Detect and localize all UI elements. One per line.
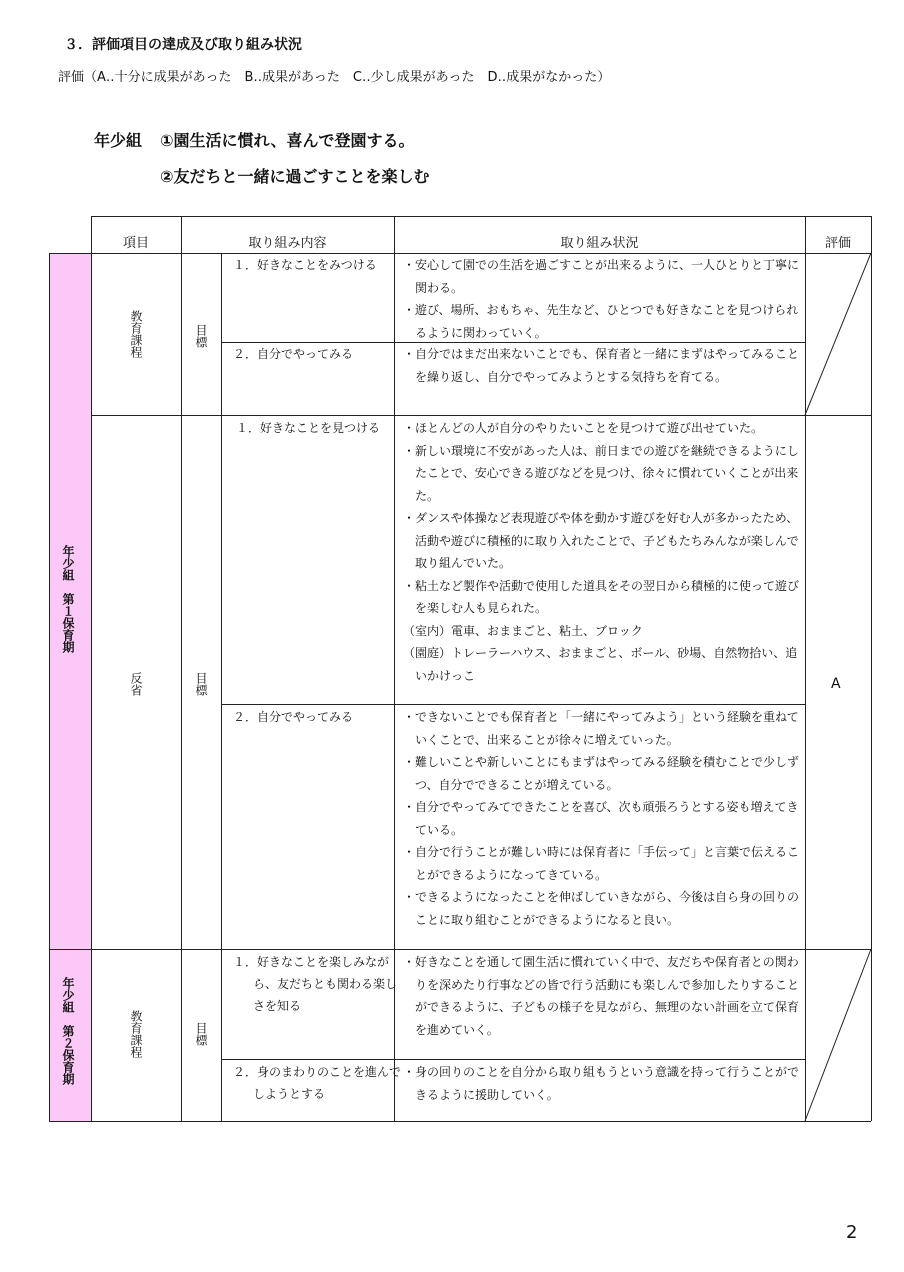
term2-label: 年少組 第２保育期 (61, 977, 75, 1085)
status-item: ・安心して園での生活を過ごすことが出来るように、一人ひとりと丁寧に関わる。 (403, 258, 800, 295)
term2-curriculum-status-1 (403, 951, 799, 1041)
term1-reflection-sub: 目標 (194, 672, 208, 696)
term1-curriculum-rating-blank (805, 253, 871, 415)
status-item: ・遊び、場所、おもちゃ、先生など、ひとつでも好きなことを見つけられるように関わっていく。 (403, 303, 799, 340)
status-item: ・難しいことや新しいことにもまずはやってみる経験を積むことで少しずつ、自分でできることが増えている。 (403, 755, 800, 792)
status-item: ・できるようになったことを伸ばしていきながら、今後は自ら身の回りのことに取り組むことができるようになると良い。 (403, 890, 800, 927)
term1-label: 年少組 第１保育期 (61, 545, 75, 653)
status-item: ・身の回りのことを自分から取り組もうという意識を持って行うことができるように援助していく。 (403, 1065, 800, 1102)
term1-curriculum-status-2 (403, 343, 799, 388)
term1-reflection-rating: A (831, 676, 841, 692)
goal-1: ①園生活に慣れ、喜んで登園する。 (160, 131, 415, 150)
status-item: ・好きなことを通して園生活に慣れていく中で、友だちや保育者との関わりを深めたり行事などの皆で行う活動にも楽しんで参加したりすることができるように、子どもの様子を見ながら、無理のない計画を立て保育を進めていく。 (403, 955, 800, 1037)
page-number: 2 (846, 1222, 858, 1243)
status-item: （室内）電車、おままごと、粘土、ブロック (403, 623, 643, 638)
status-item: （園庭）トレーラーハウス、おままごと、ボール、砂場、自然物拾い、追いかけっこ (403, 646, 798, 683)
status-item: ・自分で行うことが難しい時には保育者に「手伝って」と言葉で伝えることができるようになってきている。 (403, 845, 800, 882)
term1-reflection-content-1: １．好きなことを見つける (236, 421, 381, 435)
term2-curriculum-rating-blank (805, 949, 871, 1121)
term2-curriculum-content-1: １．好きなことを楽しみながら、友だちとも関わる楽しさを知る (233, 955, 398, 1013)
term1-reflection-status-1 (403, 417, 799, 687)
term2-curriculum-status-2 (403, 1061, 799, 1106)
term1-reflection-content-2: ２．自分でやってみる (233, 710, 354, 724)
status-item: ・できないことでも保育者と「一緒にやってみよう」という経験を重ねていくことで、出来ることが徐々に増えていった。 (403, 710, 799, 747)
term1-curriculum-content-1: １．好きなことをみつける (233, 258, 377, 272)
header-rating: 評価 (824, 236, 851, 251)
evaluation-legend: 評価（A‥十分に成果があった B‥成果があった C‥少し成果があった D‥成果がなかった） (58, 70, 611, 85)
term1-reflection-category: 反省 (129, 672, 143, 696)
status-item: ・粘土など製作や活動で使用した道具をその翌日から積極的に使って遊びを楽しむ人も見られた。 (403, 578, 800, 615)
term2-curriculum-sub: 目標 (194, 1022, 208, 1046)
header-item: 項目 (122, 236, 149, 251)
section-title: ３．評価項目の達成及び取り組み状況 (64, 37, 302, 53)
goal-class-label: 年少組 (94, 131, 143, 150)
header-content: 取り組み内容 (248, 236, 327, 251)
status-item: ・自分ではまだ出来ないことでも、保育者と一緒にまずはやってみることを繰り返し、自分でやってみようとする気持ちを育てる。 (403, 347, 800, 384)
status-item: ・ダンスや体操など表現遊びや体を動かす遊びを好む人が多かったため、活動や遊びに積極的に取り入れたことで、子どもたちみんなが楽しんで取り組んでいた。 (403, 511, 799, 570)
header-status: 取り組み状況 (560, 236, 639, 251)
term1-curriculum-sub: 目標 (194, 324, 208, 348)
term2-curriculum-category: 教育課程 (129, 1010, 143, 1058)
status-item: ・ほとんどの人が自分のやりたいことを見つけて遊び出せていた。 (403, 421, 764, 435)
status-item: ・自分でやってみてできたことを喜び、次も頑張ろうとする姿も増えてきている。 (403, 800, 799, 837)
status-item: ・新しい環境に不安があった人は、前日までの遊びを継続できるようにしたことで、安心できる遊びなどを見つけ、徐々に慣れていくことが出来た。 (403, 443, 799, 503)
term1-curriculum-category: 教育課程 (129, 310, 143, 358)
term1-curriculum-status-1 (403, 254, 799, 344)
term1-curriculum-content-2: ２．自分でやってみる (233, 347, 354, 361)
goal-2: ②友だちと一緒に過ごすことを楽しむ (160, 167, 430, 186)
term2-curriculum-content-2: ２．身のまわりのことを進んでしようとする (233, 1065, 402, 1101)
term1-reflection-status-2 (403, 706, 799, 931)
